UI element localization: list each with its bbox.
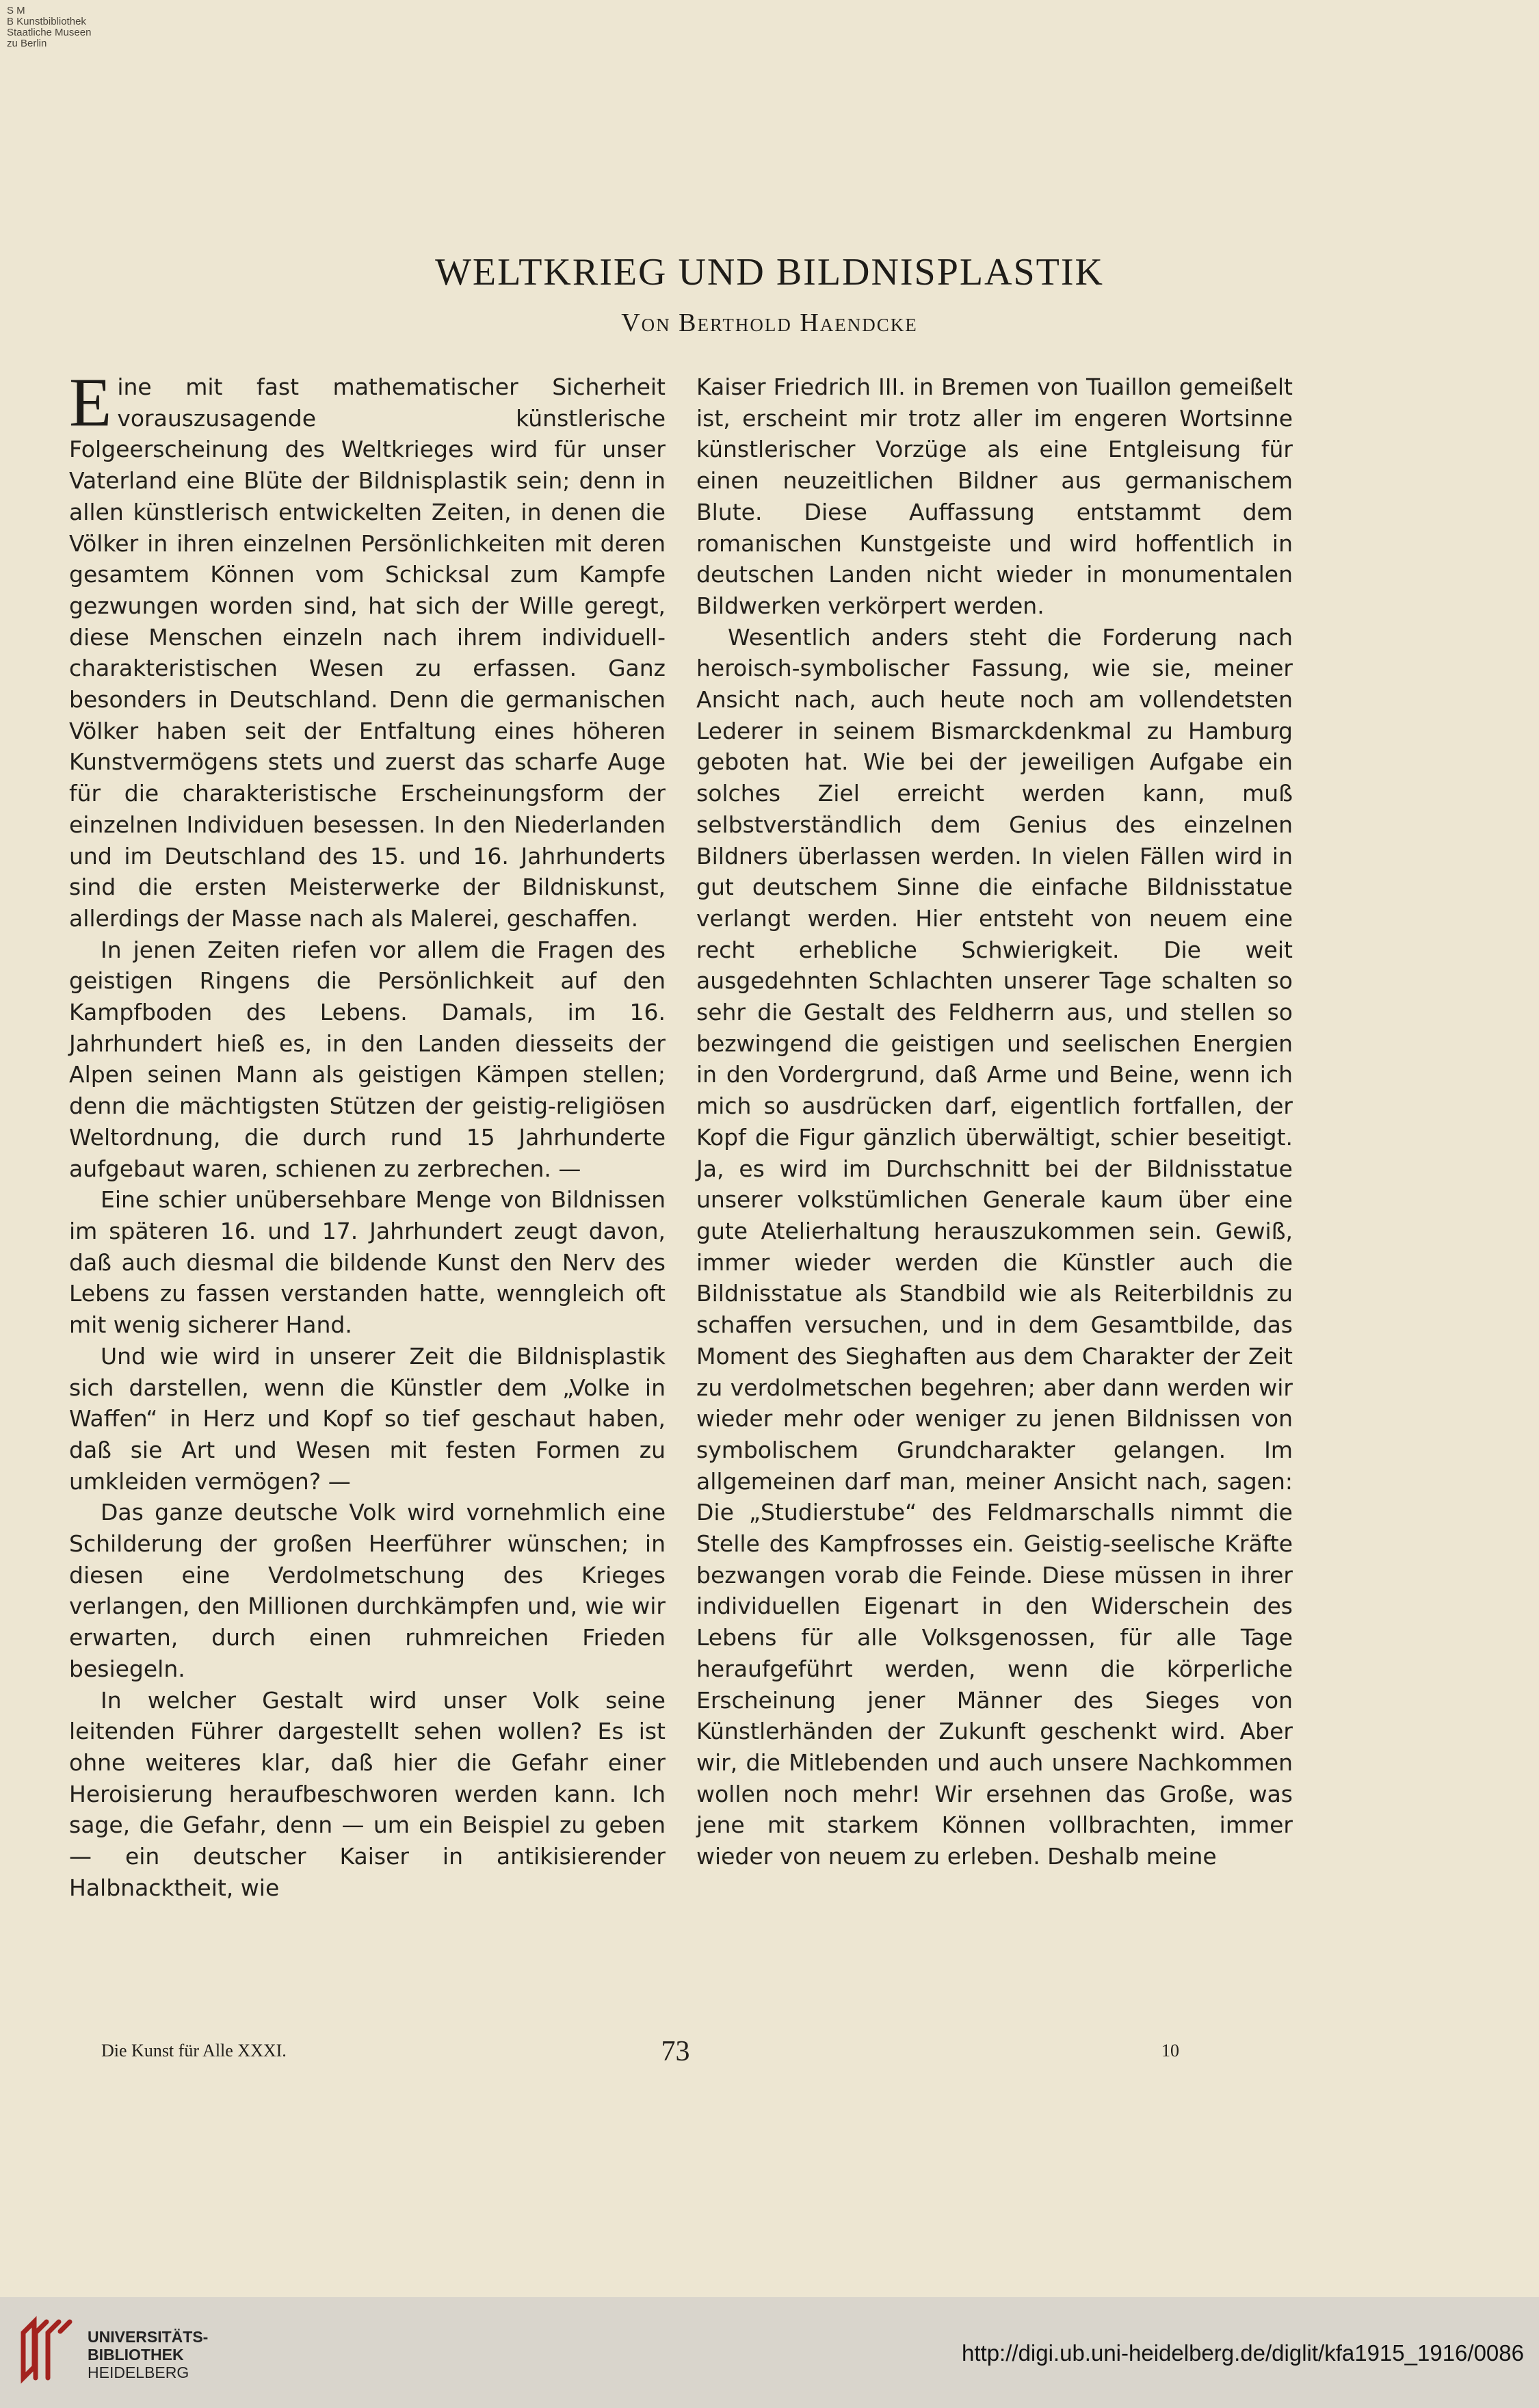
text-column-right [696,371,1293,1872]
signature-mark: 10 [1161,2041,1179,2060]
article-title: WELTKRIEG UND BILDNISPLASTIK [435,251,1104,293]
library-name-line: UNIVERSITÄTS- [88,2328,209,2346]
paragraph: Eine schier unübersehbare Menge von Bildnissen im späteren 16. und 17. Jahrhundert zeugt davon, daß auch diesmal die bildende Kunst den Nerv des Lebens zu fassen verstanden hatte, wenngleich oft mit wenig sicherer Hand. [69,1186,666,1339]
library-name [88,2328,208,2381]
paragraph: Kaiser Friedrich III. in Bremen von Tuaillon gemeißelt ist, erscheint mir trotz aller im engeren Wortsinne künstlerischer Vorzüge als eine Entgleisung für einen neuzeitlichen Bildner aus germanischem Blute. Diese Auffassung entstammt dem romanischen Kunstgeiste und wird hoffentlich in deutschen Landen nicht wieder in monumentalen Bildwerken verkörpert werden. [696,374,1293,619]
library-bar [0,2297,1539,2408]
stamp-line: zu Berlin [7,38,47,49]
library-name-line: HEIDELBERG [88,2364,189,2381]
article-author: Von Berthold Haendcke [621,309,918,337]
stamp-line: Staatliche Museen [7,27,92,38]
journal-name: Die Kunst für Alle XXXI. [101,2041,287,2060]
university-library-logo-icon [14,2312,75,2387]
paragraph: In welcher Gestalt wird unser Volk seine leitenden Führer dargestellt sehen wollen? Es ist ohne weiteres klar, daß hier die Gefahr einer Heroisierung heraufbeschworen werden kann. Ich sage, die Gefahr, denn — um ein Beispiel zu geben — ein deutscher Kaiser in antikisierender Halbnacktheit, wie [69,1686,666,1901]
page-footer [0,2035,1539,2069]
stamp-line: S M [7,5,25,16]
paragraph: In jenen Zeiten riefen vor allem die Fragen des geistigen Ringens die Persönlichkeit auf den Kampfboden des Lebens. Damals, im 16. Jahrhundert hieß es, in den Landen diesseits der Alpen seinen Mann als geistigen Kämpen stellen; denn die mächtigsten Stützen der geistig-religiösen Weltordnung, die durch rund 15 Jahrhunderte aufgebaut waren, schienen zu zerbrechen. — [69,936,666,1182]
drop-cap: E [69,364,112,441]
permalink-url[interactable]: http://digi.ub.uni-heidelberg.de/diglit/kfa1915_1916/0086 [962,2340,1524,2366]
paragraph: Das ganze deutsche Volk wird vornehmlich eine Schilderung der großen Heerführer wünschen; in diesen eine Verdolmetschung des Krieges verlangen, den Millionen durchkämpfen und, wie wir erwarten, durch einen ruhmreichen Frieden besiegeln. [69,1499,666,1682]
paragraph: Wesentlich anders steht die Forderung nach heroisch-symbolischer Fassung, wie sie, meiner Ansicht nach, auch heute noch am vollendetsten Lederer in seinem Bismarckdenkmal zu Hamburg geboten hat. Wie bei der jeweiligen Aufgabe ein solches Ziel erreicht werden kann, muß selbstverständlich dem Genius des einzelnen Bildners überlassen werden. In vielen Fällen wird in gut deutschem Sinne die einfache Bildnisstatue verlangt werden. Hier entsteht von neuem eine recht erhebliche Schwierigkeit. Die weit ausgedehnten Schlachten unserer Tage schalten so sehr die Gestalt des Feldherrn aus, und stellen so bezwingend die geistigen und seelischen Energien in den Vordergrund, daß Arme und Beine, wenn ich mich so ausdrücken darf, eigentlich fortfallen, der Kopf die Figur gänzlich überwältigt, schier beseitigt. Ja, es wird im Durchschnitt bei der Bildnisstatue unserer volkstümlichen Generale kaum über eine gute Atelierhaltung herauszukommen sein. Gewiß, immer wieder werden die Künstler auch die Bildnisstatue als Standbild wie als Reiterbildnis zu schaffen versuchen, und in dem Gesamtbilde, das Moment des Sieghaften aus dem Charakter der Zeit zu verdolmetschen begehren; aber dann werden wir wieder mehr oder weniger zu jenen Bildnissen von symbolischem Grundcharakter gelangen. Im allgemeinen darf man, meiner Ansicht nach, sagen: Die „Studierstube“ des Feldmarschalls nimmt die Stelle des Kampfrosses ein. Geistig-seelische Kräfte bezwangen vorab die Feinde. Diese müssen in ihrer individuellen Eigenart in den Widerschein des Lebens für alle Volksgenossen, für alle Tage heraufgeführt werden, wenn die körperliche Erscheinung jener Männer des Sieges von Künstlerhänden der Zukunft geschenkt wird. Aber wir, die Mitlebenden und auch unsere Nachkommen wollen noch mehr! Wir ersehnen das Große, was jene mit starkem Können vollbrachten, immer wieder von neuem zu erleben. Deshalb meine [696,623,1293,1870]
paragraph-text: ine mit fast mathematischer Sicherheit vorauszusagende künstlerische Folgeerscheinung des Weltkrieges wird für unser Vaterland eine Blüte der Bildnisplastik sein; denn in allen künstlerisch entwickelten Zeiten, in denen die Völker in ihren einzelnen Persönlichkeiten mit deren gesamtem Können vom Schicksal zum Kampfe gezwungen worden sind, hat sich der Wille geregt, diese Menschen einzeln nach ihrem individuell-charakteristischen Wesen zu erfassen. Ganz besonders in Deutschland. Denn die germanischen Völker haben seit der Entfaltung eines höheren Kunstvermögens stets und zuerst das scharfe Auge für die charakteristische Erscheinungsform der einzelnen Individuen besessen. In den Niederlanden und im Deutschland des 15. und 16. Jahrhunderts sind die ersten Meisterwerke der Bildniskunst, allerdings der Masse nach als Malerei, geschaffen. [69,374,666,932]
paragraph: Und wie wird in unserer Zeit die Bildnisplastik sich darstellen, wenn die Künstler dem „Volke in Waffen“ in Herz und Kopf so tief geschaut haben, daß sie Art und Wesen mit festen Formen zu umkleiden vermögen? — [69,1342,666,1495]
paragraph [69,364,666,934]
stamp-line: B Kunstbibliothek [7,16,86,27]
text-column-left [69,364,666,1903]
museum-stamp [7,5,91,49]
library-name-line: BIBLIOTHEK [88,2346,184,2364]
page-number: 73 [661,2036,690,2067]
